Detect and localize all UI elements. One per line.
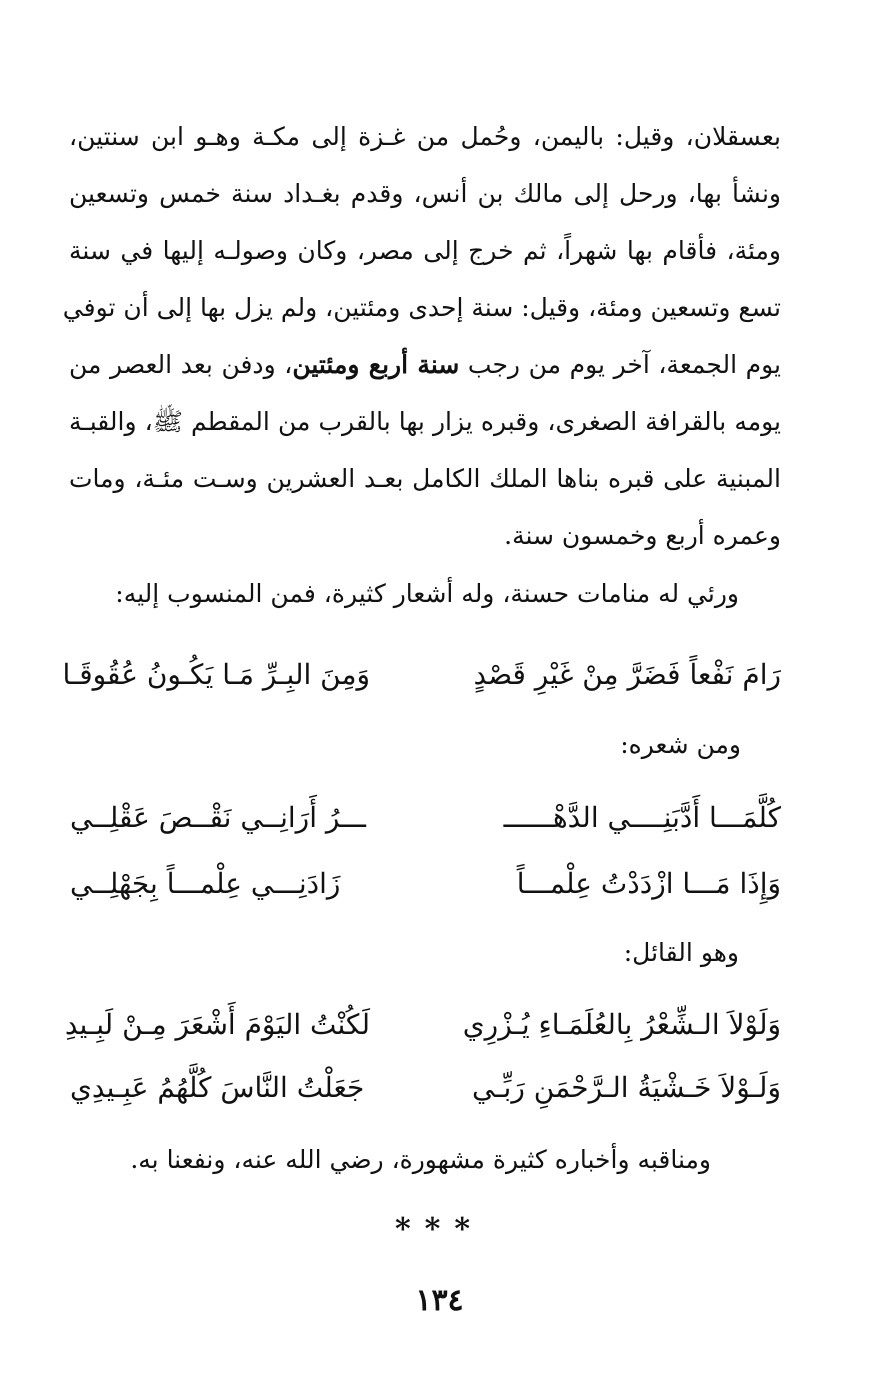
verse-first-hemistich: وَلَوْلاَ الـشِّعْرُ بِالعُلَمَـاءِ يُـزْرِي bbox=[462, 1008, 781, 1041]
closing-sentence: ومناقبه وأخباره كثيرة مشهورة، رضي الله عنه، ونفعنا به. bbox=[130, 1145, 711, 1174]
he-said-heading: وهو القائل: bbox=[623, 938, 739, 967]
text-line: ومئة، فأقام بها شهراً، ثم خرج إلى مصر، وكان وصولـه إليها في سنة bbox=[69, 236, 781, 265]
verse-couplet bbox=[62, 645, 781, 705]
text-line-with-bold: يوم الجمعة، آخر يوم من رجب سنة أربع ومئتين، ودفن بعد العصر من bbox=[69, 350, 781, 379]
verse-couplet bbox=[70, 1058, 781, 1118]
verse-second-hemistich: جَعَلْتُ النَّاسَ كُلَّهُمُ عَبِـيدِي bbox=[70, 1071, 365, 1104]
verse-second-hemistich: لَكُنْتُ اليَوْمَ أَشْعَرَ مِـنْ لَبِـيدِ bbox=[64, 1008, 370, 1041]
section-separator: *** bbox=[394, 1212, 485, 1247]
verse-first-hemistich: وَلَـوْلاَ خَـشْيَةُ الـرَّحْمَنِ رَبِّـي bbox=[472, 1071, 781, 1104]
dreams-intro: ورئي له منامات حسنة، وله أشعار كثيرة، فمن المنسوب إليه: bbox=[115, 579, 739, 608]
text-line: بعسقلان، وقيل: باليمن، وحُمل من غـزة إلى مكـة وهـو ابن سنتين، bbox=[69, 122, 781, 151]
verse-second-hemistich: وَمِنَ البِـرِّ مَـا يَكُـونُ عُقُوقَـا bbox=[62, 658, 370, 691]
page-number: ١٣٤ bbox=[415, 1283, 464, 1318]
text-line: المبنية على قبره بناها الملك الكامل بعـد العشرين وسـت مئـة، ومات bbox=[69, 464, 781, 493]
from-poetry-heading: ومن شعره: bbox=[620, 730, 741, 759]
verse-second-hemistich: زَادَنِـــي عِلْمـــاً بِجَهْلِــي bbox=[70, 867, 341, 900]
text-line: وعمره أربع وخمسون سنة. bbox=[504, 521, 781, 550]
verse-first-hemistich: كُلَّمَـــا أَدَّبَنِــــي الدَّهْــــــ bbox=[503, 801, 781, 834]
verse-couplet bbox=[64, 995, 781, 1055]
verse-couplet bbox=[70, 854, 781, 914]
text-line: يومه بالقرافة الصغرى، وقبره يزار بها بالقرب من المقطم ﷺ، والقبـة bbox=[69, 407, 781, 436]
verse-couplet bbox=[70, 788, 781, 848]
verse-second-hemistich: ـــرُ أَرَانِــي نَقْــصَ عَقْلِــي bbox=[70, 801, 366, 834]
bold-date: سنة أربع ومئتين bbox=[292, 350, 460, 379]
verse-first-hemistich: وَإِذَا مَـــا ازْدَدْتُ عِلْمـــاً bbox=[516, 867, 781, 900]
text-line: تسع وتسعين ومئة، وقيل: سنة إحدى ومئتين، ولم يزل بها إلى أن توفي bbox=[62, 293, 781, 322]
verse-first-hemistich: رَامَ نَفْعاً فَضَرَّ مِنْ غَيْرِ قَصْدٍ bbox=[473, 658, 781, 691]
text-line: ونشأ بها، ورحل إلى مالك بن أنس، وقدم بغـداد سنة خمس وتسعين bbox=[69, 179, 781, 208]
biography-paragraph bbox=[62, 108, 781, 564]
